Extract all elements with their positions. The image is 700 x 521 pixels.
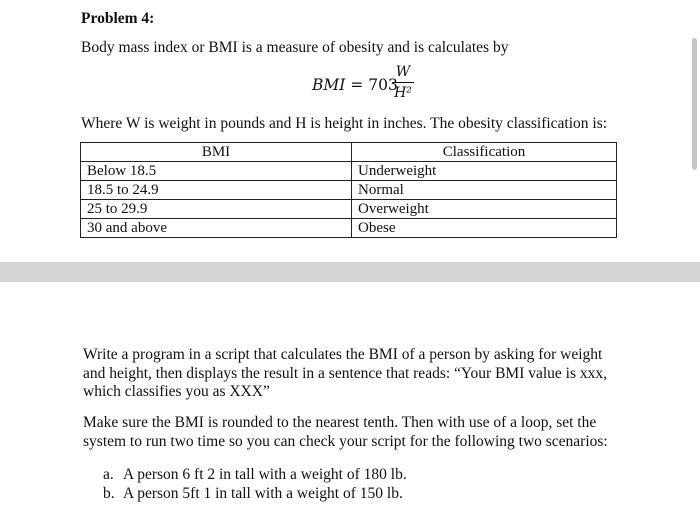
table-row [81,162,617,181]
intro-text: Body mass index or BMI is a measure of obesity and is calculates by [81,39,509,56]
cell-classification: Normal [352,181,617,200]
scenario-text: A person 6 ft 2 in tall with a weight of 180 lb. [123,466,407,483]
document-page-2 [0,282,700,521]
table-row [81,181,617,200]
formula-denominator: H² [394,85,412,101]
table-row [81,200,617,219]
instructions-paragraph-2 [83,414,608,451]
scenario-text: A person 5ft 1 in tall with a weight of 150 lb. [123,485,403,502]
paragraph-line: and height, then displays the result in a sentence that reads: “Your BMI value is xxx, [83,364,608,382]
paragraph-line: system to run two time so you can check your script for the following two scenarios: [83,432,608,450]
list-marker: a. [103,466,114,483]
where-text: Where W is weight in pounds and H is height in inches. The obesity classification is: [81,115,608,132]
bmi-formula [312,64,432,108]
header-classification: Classification [352,143,617,162]
cell-bmi-range: 18.5 to 24.9 [81,181,352,200]
cell-bmi-range: Below 18.5 [81,162,352,181]
formula-lhs [312,76,398,94]
page-gap [0,262,700,282]
formula-constant: 703 [368,76,398,94]
paragraph-line: which classifies you as XXX” [83,383,270,400]
paragraph-line: Make sure the BMI is rounded to the nearest tenth. Then with use of a loop, set the [83,414,597,431]
list-item [103,484,407,503]
formula-bmi-symbol: BMI [312,76,346,94]
table-row [81,219,617,238]
cell-classification: Obese [352,219,617,238]
formula-fraction [392,64,414,101]
fraction-bar [392,82,414,83]
problem-heading: Problem 4: [81,10,155,27]
obesity-classification-table [80,142,617,238]
header-bmi: BMI [81,143,352,162]
scenario-list [103,465,407,503]
cell-bmi-range: 25 to 29.9 [81,200,352,219]
paragraph-line: Write a program in a script that calculates the BMI of a person by asking for weight [83,346,603,363]
list-item [103,465,407,484]
cell-classification: Overweight [352,200,617,219]
formula-numerator: W [395,64,411,80]
cell-bmi-range: 30 and above [81,219,352,238]
table-header-row [81,143,617,162]
cell-classification: Underweight [352,162,617,181]
instructions-paragraph-1 [83,346,607,402]
formula-equals: = [350,76,364,94]
scrollbar-thumb[interactable] [692,38,697,170]
list-marker: b. [103,485,115,502]
